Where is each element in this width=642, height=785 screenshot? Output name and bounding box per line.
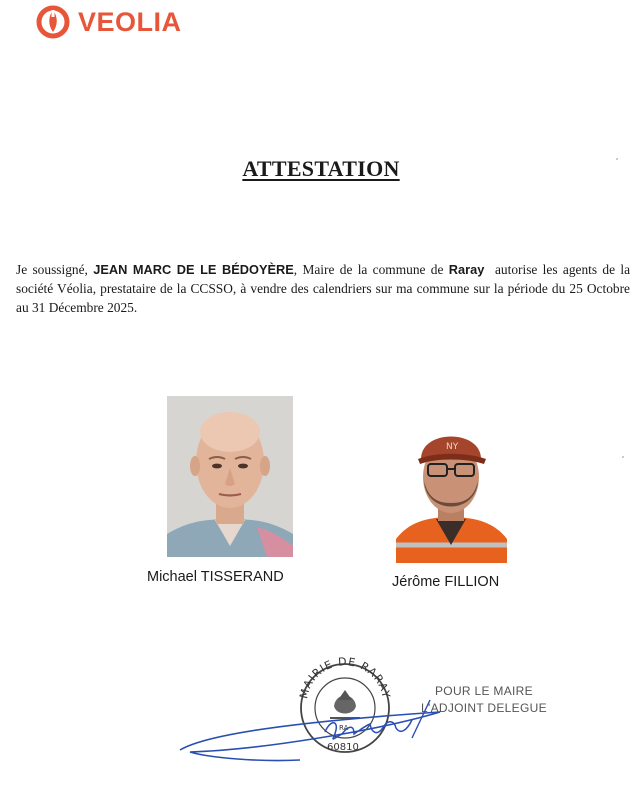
scan-dot xyxy=(616,158,618,160)
commune-name: Raray xyxy=(448,262,485,277)
agent-name-1: Michael TISSERAND xyxy=(147,569,284,585)
document-title: ATTESTATION xyxy=(242,156,400,181)
agent-name-2: Jérôme FILLION xyxy=(392,574,500,590)
stamp-line-1: POUR LE MAIRE xyxy=(435,684,533,698)
attestation-body xyxy=(16,260,630,317)
svg-text:NY: NY xyxy=(446,442,459,452)
logo-text: VEOLIA xyxy=(78,6,182,37)
signature xyxy=(150,690,460,780)
svg-text:MAIRIE DE RARAY: MAIRIE DE RARAY xyxy=(297,655,393,700)
agent-photo-1 xyxy=(167,396,293,557)
veolia-logo xyxy=(36,2,182,42)
svg-text:RA: RA xyxy=(339,724,349,732)
handwritten-signature xyxy=(150,690,460,780)
veolia-logo-icon xyxy=(36,5,70,39)
body-part1: Je soussigné, xyxy=(16,262,88,277)
person-photo-1 xyxy=(167,396,293,557)
svg-text:60810: 60810 xyxy=(327,742,359,753)
scan-dot xyxy=(622,456,624,458)
person-photo-2 xyxy=(396,419,507,563)
stamp-line-2: L'ADJOINT DELEGUE xyxy=(421,701,547,715)
mayor-name: JEAN MARC DE LE BÉDOYÈRE xyxy=(93,262,294,277)
body-part2: , Maire de la commune de xyxy=(293,262,444,277)
agent-photo-2 xyxy=(396,419,507,563)
body-part3: autorise les agents de la société Véolia, prestataire de la CCSSO, à vendre des calendriers sur ma commune sur la période du 25 Octobre au 31 Décembre 2025. xyxy=(16,262,631,315)
